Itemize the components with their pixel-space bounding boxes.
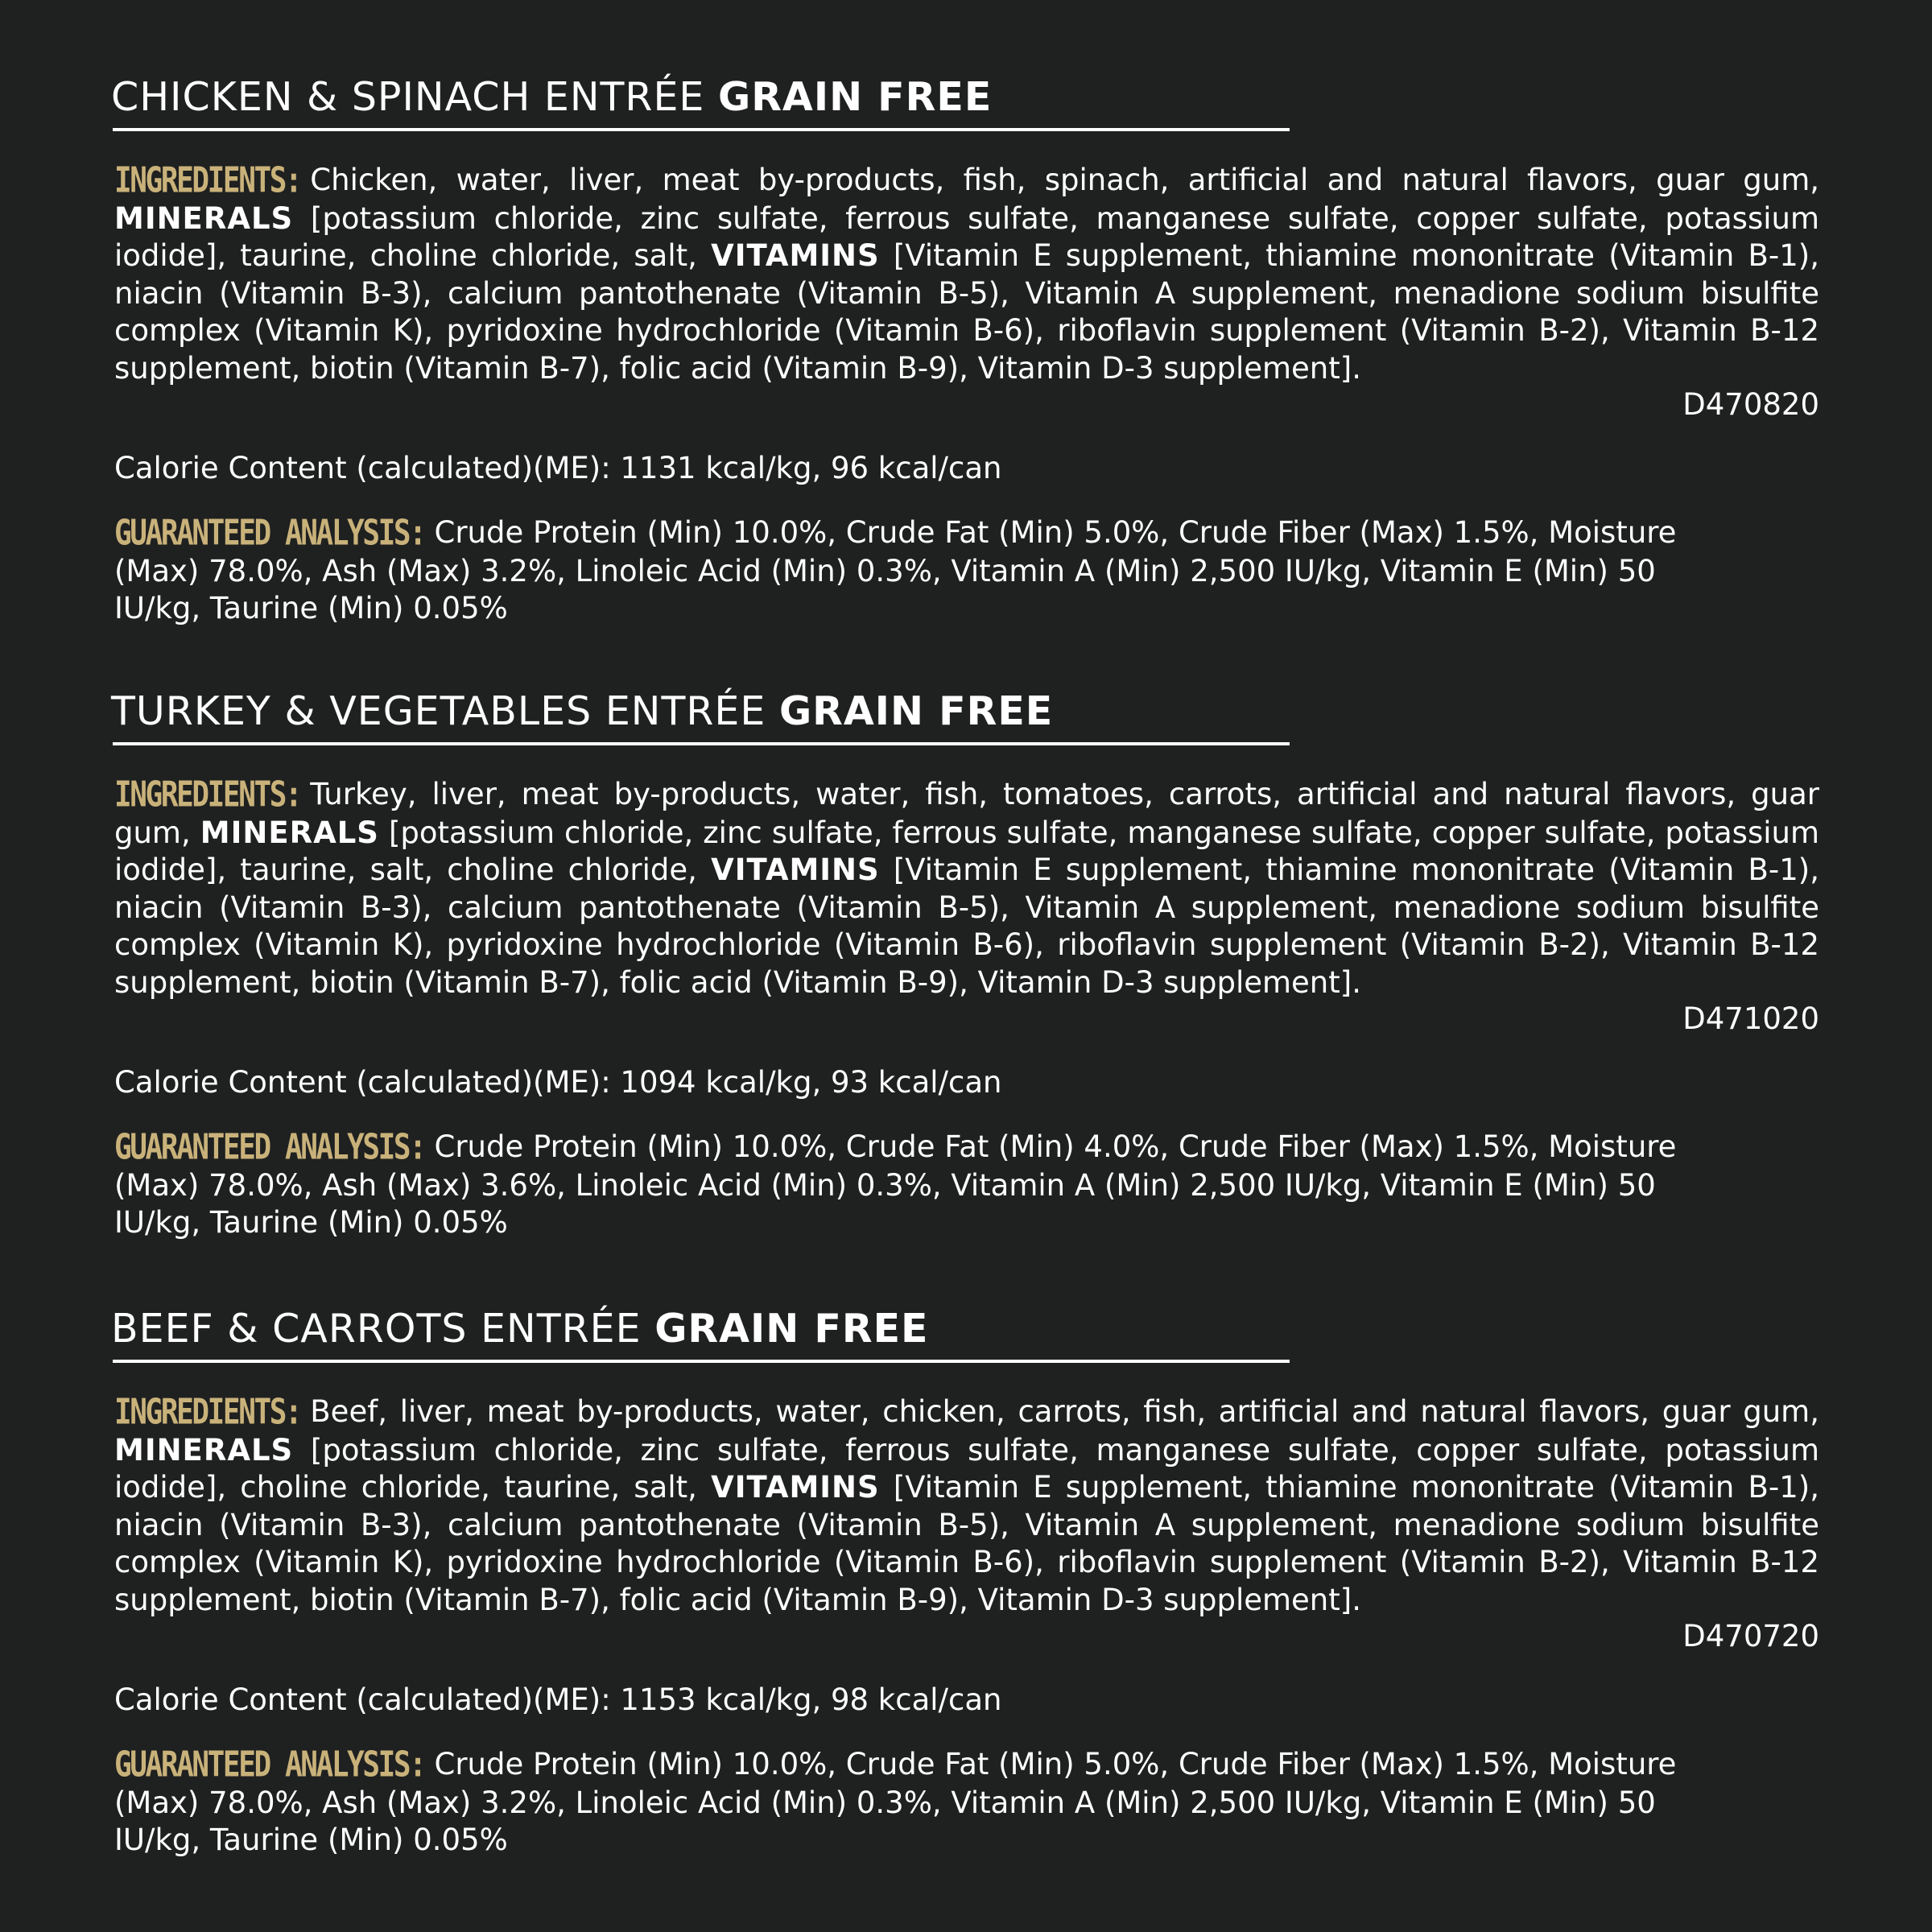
product-title-regular: CHICKEN & SPINACH ENTRÉE bbox=[111, 74, 705, 120]
product-title bbox=[111, 73, 992, 122]
lot-code: D470720 bbox=[1682, 1619, 1819, 1653]
ingredients-label: INGREDIENTS: bbox=[114, 1392, 301, 1433]
analysis-label: GUARANTEED ANALYSIS: bbox=[114, 1744, 425, 1785]
product-title-regular: TURKEY & VEGETABLES ENTRÉE bbox=[111, 688, 766, 734]
ingredients-text-part2: [potassium chloride, zinc sulfate, ferrous sulfate, manganese sulfate, copper sulfate, potassium iodide], taurine, salt, choline chloride, bbox=[114, 815, 1820, 888]
minerals-label: MINERALS bbox=[114, 200, 294, 236]
analysis-text: Crude Protein (Min) 10.0%, Crude Fat (Min) 5.0%, Crude Fiber (Max) 1.5%, Moisture (Max) 78.0%, Ash (Max) 3.2%, Linoleic Acid (Min) 0.3%, Vitamin A (Min) 2,500 IU/kg, Vitamin E (Min) 50 IU/kg, Taurine (Min) 0.05% bbox=[114, 515, 1677, 626]
guaranteed-analysis-paragraph bbox=[114, 1746, 1708, 1860]
title-divider bbox=[113, 128, 1290, 131]
vitamins-label: VITAMINS bbox=[711, 852, 880, 888]
analysis-text: Crude Protein (Min) 10.0%, Crude Fat (Min) 5.0%, Crude Fiber (Max) 1.5%, Moisture (Max) 78.0%, Ash (Max) 3.2%, Linoleic Acid (Min) 0.3%, Vitamin A (Min) 2,500 IU/kg, Vitamin E (Min) 50 IU/kg, Taurine (Min) 0.05% bbox=[114, 1747, 1677, 1858]
ingredients-paragraph bbox=[114, 162, 1819, 388]
title-divider bbox=[113, 742, 1290, 745]
product-title-bold: GRAIN FREE bbox=[717, 74, 993, 120]
ingredients-text-part1: Chicken, water, liver, meat by-products, fish, spinach, artificial and natural flavors, guar gum, bbox=[310, 163, 1819, 197]
analysis-label: GUARANTEED ANALYSIS: bbox=[114, 1127, 425, 1168]
guaranteed-analysis-paragraph bbox=[114, 514, 1708, 628]
analysis-label: GUARANTEED ANALYSIS: bbox=[114, 513, 425, 554]
analysis-text: Crude Protein (Min) 10.0%, Crude Fat (Min) 4.0%, Crude Fiber (Max) 1.5%, Moisture (Max) 78.0%, Ash (Max) 3.6%, Linoleic Acid (Min) 0.3%, Vitamin A (Min) 2,500 IU/kg, Vitamin E (Min) 50 IU/kg, Taurine (Min) 0.05% bbox=[114, 1129, 1677, 1241]
product-title-regular: BEEF & CARROTS ENTRÉE bbox=[111, 1306, 642, 1352]
ingredients-text-part1: Beef, liver, meat by-products, water, chicken, carrots, fish, artificial and natural flavors, guar gum, bbox=[310, 1394, 1819, 1429]
ingredients-paragraph bbox=[114, 776, 1819, 1002]
product-title-bold: GRAIN FREE bbox=[778, 688, 1054, 734]
ingredients-text-part3: [Vitamin E supplement, thiamine mononitrate (Vitamin B-1), niacin (Vitamin B-3), calcium pantothenate (Vitamin B-5), Vitamin A supplement, menadione sodium bisulfite complex (Vitamin K), pyridoxine hydrochloride (Vitamin B-6), riboflavin supplement (Vitamin B-2), Vitamin B-12 supplement, biotin (Vitamin B-7), folic acid (Vitamin B-9), Vitamin D-3 supplement]. bbox=[114, 1470, 1820, 1617]
ingredients-text-part3: [Vitamin E supplement, thiamine mononitrate (Vitamin B-1), niacin (Vitamin B-3), calcium pantothenate (Vitamin B-5), Vitamin A supplement, menadione sodium bisulfite complex (Vitamin K), pyridoxine hydrochloride (Vitamin B-6), riboflavin supplement (Vitamin B-2), Vitamin B-12 supplement, biotin (Vitamin B-7), folic acid (Vitamin B-9), Vitamin D-3 supplement]. bbox=[114, 238, 1820, 386]
vitamins-label: VITAMINS bbox=[711, 238, 880, 274]
vitamins-label: VITAMINS bbox=[711, 1470, 880, 1505]
calorie-content: Calorie Content (calculated)(ME): 1094 kcal/kg, 93 kcal/can bbox=[114, 1065, 1002, 1100]
ingredients-text-part3: [Vitamin E supplement, thiamine mononitrate (Vitamin B-1), niacin (Vitamin B-3), calcium pantothenate (Vitamin B-5), Vitamin A supplement, menadione sodium bisulfite complex (Vitamin K), pyridoxine hydrochloride (Vitamin B-6), riboflavin supplement (Vitamin B-2), Vitamin B-12 supplement, biotin (Vitamin B-7), folic acid (Vitamin B-9), Vitamin D-3 supplement]. bbox=[114, 852, 1820, 1000]
minerals-label: MINERALS bbox=[114, 1432, 294, 1468]
ingredients-text-part2: [potassium chloride, zinc sulfate, ferrous sulfate, manganese sulfate, copper sulfate, potassium iodide], choline chloride, taurine, salt, bbox=[114, 1432, 1819, 1505]
guaranteed-analysis-paragraph bbox=[114, 1129, 1708, 1242]
product-title bbox=[111, 687, 1053, 736]
ingredients-text-part2: [potassium chloride, zinc sulfate, ferrous sulfate, manganese sulfate, copper sulfate, potassium iodide], taurine, choline chloride, salt, bbox=[114, 200, 1819, 274]
ingredients-paragraph bbox=[114, 1393, 1819, 1620]
minerals-label: MINERALS bbox=[200, 815, 379, 850]
ingredients-label: INGREDIENTS: bbox=[114, 774, 301, 815]
title-divider bbox=[113, 1360, 1290, 1363]
ingredients-text-part1: Turkey, liver, meat by-products, water, fish, tomatoes, carrots, artificial and natural flavors, guar gum, bbox=[114, 777, 1819, 850]
calorie-content: Calorie Content (calculated)(ME): 1153 kcal/kg, 98 kcal/can bbox=[114, 1682, 1002, 1717]
lot-code: D470820 bbox=[1682, 387, 1819, 422]
calorie-content: Calorie Content (calculated)(ME): 1131 kcal/kg, 96 kcal/can bbox=[114, 451, 1002, 485]
lot-code: D471020 bbox=[1682, 1001, 1819, 1036]
product-title-bold: GRAIN FREE bbox=[654, 1306, 929, 1352]
product-title bbox=[111, 1305, 929, 1353]
ingredients-label: INGREDIENTS: bbox=[114, 160, 301, 201]
